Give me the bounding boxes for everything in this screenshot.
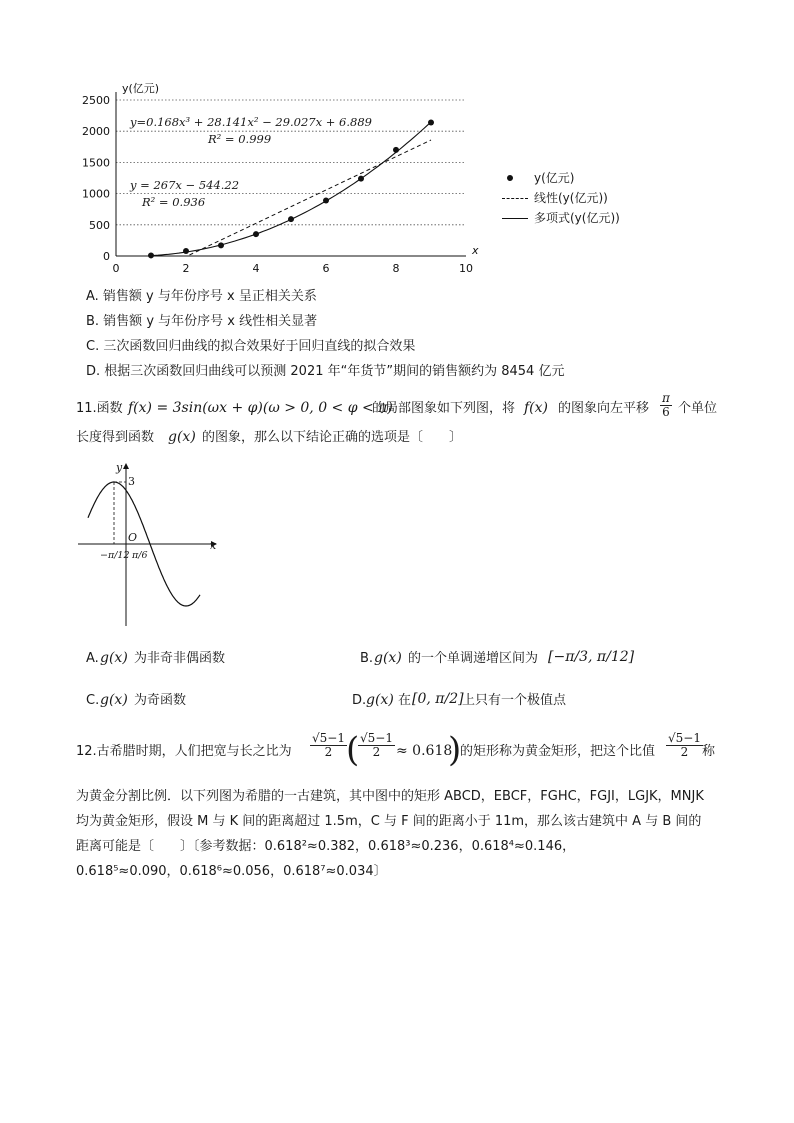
regression-chart <box>70 78 630 283</box>
linear-r2: R² = 0.936 <box>142 195 206 209</box>
q11-text1: 的局部图象如下列图，将 <box>372 401 516 416</box>
x-tick-label: 2 <box>182 262 190 275</box>
fraction-numerator: π <box>662 391 670 405</box>
paren-open: ( <box>346 730 360 770</box>
chart-legend <box>502 170 630 230</box>
data-point <box>393 147 399 153</box>
q11-number: 11.函数 <box>76 401 123 416</box>
q12-line2: 为黄金分割比例．以下列图为希腊的一古建筑，其中图中的矩形 ABCD，EBCF，FGHC，FGJI，LGJK，MNJK <box>76 789 704 804</box>
q11-stem-line1 <box>76 391 736 424</box>
q12-ratio-fraction-2 <box>666 732 703 759</box>
option-text: 为非奇非偶函数 <box>134 651 226 666</box>
fraction-numerator: √5−1 <box>668 731 701 745</box>
y-tick-label: 0 <box>103 250 110 263</box>
legend-item-linear <box>502 190 630 206</box>
q12-approx: ≈ 0.618 <box>396 743 453 759</box>
q11-stem-line2 <box>76 428 736 448</box>
x-tick-label: 8 <box>392 262 400 275</box>
legend-item-poly <box>502 210 630 226</box>
q10-option-a: A. 销售额 y 与年份序号 x 呈正相关关系 <box>86 289 317 304</box>
q10-option-d: D. 根据三次函数回归曲线可以预测 2021 年“年货节”期间的销售额约为 8454 亿元 <box>86 364 565 379</box>
data-point <box>218 242 224 248</box>
q11-option-c <box>86 690 346 712</box>
graph-y-label: y <box>116 461 123 474</box>
q11-formula: f(x) = 3sin(ωx + φ)(ω > 0, 0 < φ < π) <box>128 400 393 416</box>
fraction-denominator: 2 <box>680 745 689 759</box>
q11-option-a <box>86 648 346 670</box>
q10-option-b: B. 销售额 y 与年份序号 x 线性相关显著 <box>86 314 318 329</box>
x-tick-label: 4 <box>252 262 260 275</box>
y-tick-label: 1000 <box>82 187 110 201</box>
option-interval: [0, π/2] <box>412 691 464 707</box>
y-tick-label: 2000 <box>82 125 110 139</box>
option-label: C. <box>86 693 100 708</box>
q11-option-b <box>360 644 640 674</box>
q12-ratio-fraction-inner <box>358 732 395 759</box>
legend-dot-icon <box>507 175 513 181</box>
q12-line4: 距离可能是〔 〕〔参考数据：0.618²≈0.382，0.618³≈0.236，0.618⁴≈0.146， <box>76 839 576 854</box>
option-gx: g(x) <box>100 692 128 708</box>
legend-label: 多项式(y(亿元)) <box>534 211 620 225</box>
q10-option-c: C. 三次函数回归曲线的拟合效果好于回归直线的拟合效果 <box>86 339 416 354</box>
option-text: 为奇函数 <box>134 693 187 708</box>
q12-stem-line1 <box>76 730 736 774</box>
x-axis-label: x <box>472 244 479 257</box>
data-point <box>288 216 294 222</box>
fraction-numerator: √5−1 <box>312 731 345 745</box>
y-tick-label: 2500 <box>82 94 110 107</box>
poly-r2: R² = 0.999 <box>208 132 272 146</box>
q12-text1: 的矩形称为黄金矩形，把这个比值 <box>460 744 656 759</box>
option-interval: [−π/3, π/12] <box>548 649 635 665</box>
legend-label: y(亿元) <box>534 171 575 185</box>
x-tick-label: 0 <box>112 262 120 275</box>
q12-line5: 0.618⁵≈0.090，0.618⁶≈0.056，0.618⁷≈0.034〕 <box>76 864 387 879</box>
q11-text2: 的图象向左平移 <box>558 401 650 416</box>
data-point <box>148 252 154 258</box>
fraction-denominator: 6 <box>660 405 672 419</box>
sine-graph <box>76 460 226 630</box>
option-text2: 上只有一个极值点 <box>462 693 567 708</box>
option-gx: g(x) <box>366 692 394 708</box>
option-label: B. <box>360 651 374 666</box>
y-axis-label: y(亿元) <box>122 82 160 95</box>
y-tick-label: 500 <box>89 218 110 232</box>
option-gx: g(x) <box>374 650 402 666</box>
x-tick-label: 6 <box>322 262 330 275</box>
option-text: 的一个单调递增区间为 <box>408 651 539 666</box>
q11-line2a: 长度得到函数 <box>76 430 155 445</box>
legend-dashed-line-icon <box>502 198 528 199</box>
option-text1: 在 <box>398 693 412 708</box>
q11-shift-fraction <box>660 392 672 419</box>
graph-origin-label: O <box>128 531 138 544</box>
q12-line3: 均为黄金矩形，假设 M 与 K 间的距离超过 1.5m，C 与 F 间的距离小于 11m，那么该古建筑中 A 与 B 间的 <box>76 814 702 829</box>
paren-close: ) <box>448 730 462 770</box>
sine-graph-svg <box>76 460 226 630</box>
legend-label: 线性(y(亿元)) <box>534 191 608 205</box>
q12-text2: 称 <box>702 744 716 759</box>
poly-equation: y=0.168x³ + 28.141x² − 29.027x + 6.889 <box>130 115 372 129</box>
q11-option-d <box>352 686 652 716</box>
x-tick-label: 10 <box>459 262 473 275</box>
data-point <box>183 248 189 254</box>
data-point <box>428 119 434 125</box>
q11-text3: 个单位 <box>678 401 718 416</box>
linear-equation: y = 267x − 544.22 <box>130 178 240 192</box>
q12-ratio-fraction <box>310 732 347 759</box>
fraction-numerator: √5−1 <box>360 731 393 745</box>
q12-lead: 12.古希腊时期，人们把宽与长之比为 <box>76 744 292 759</box>
fraction-denominator: 2 <box>324 745 333 759</box>
q11-fx: f(x) <box>524 400 549 416</box>
fraction-denominator: 2 <box>372 745 381 759</box>
graph-x-label: x <box>210 539 217 552</box>
y-tick-label: 1500 <box>82 156 110 170</box>
data-point <box>253 231 259 237</box>
legend-item-points <box>502 170 630 186</box>
graph-amp-label: 3 <box>128 475 135 488</box>
linear-trendline <box>190 140 432 255</box>
legend-solid-line-icon <box>502 218 528 219</box>
data-point <box>358 176 364 182</box>
q11-gx: g(x) <box>168 429 196 445</box>
option-label: D. <box>352 693 367 708</box>
graph-tick-neg-pi-12: −π/12 <box>100 550 130 561</box>
option-label: A. <box>86 651 99 666</box>
graph-tick-pi-6: π/6 <box>132 550 148 561</box>
option-gx: g(x) <box>100 650 128 666</box>
q11-line2b: 的图象，那么以下结论正确的选项是〔 〕 <box>202 430 463 445</box>
data-point <box>323 197 329 203</box>
